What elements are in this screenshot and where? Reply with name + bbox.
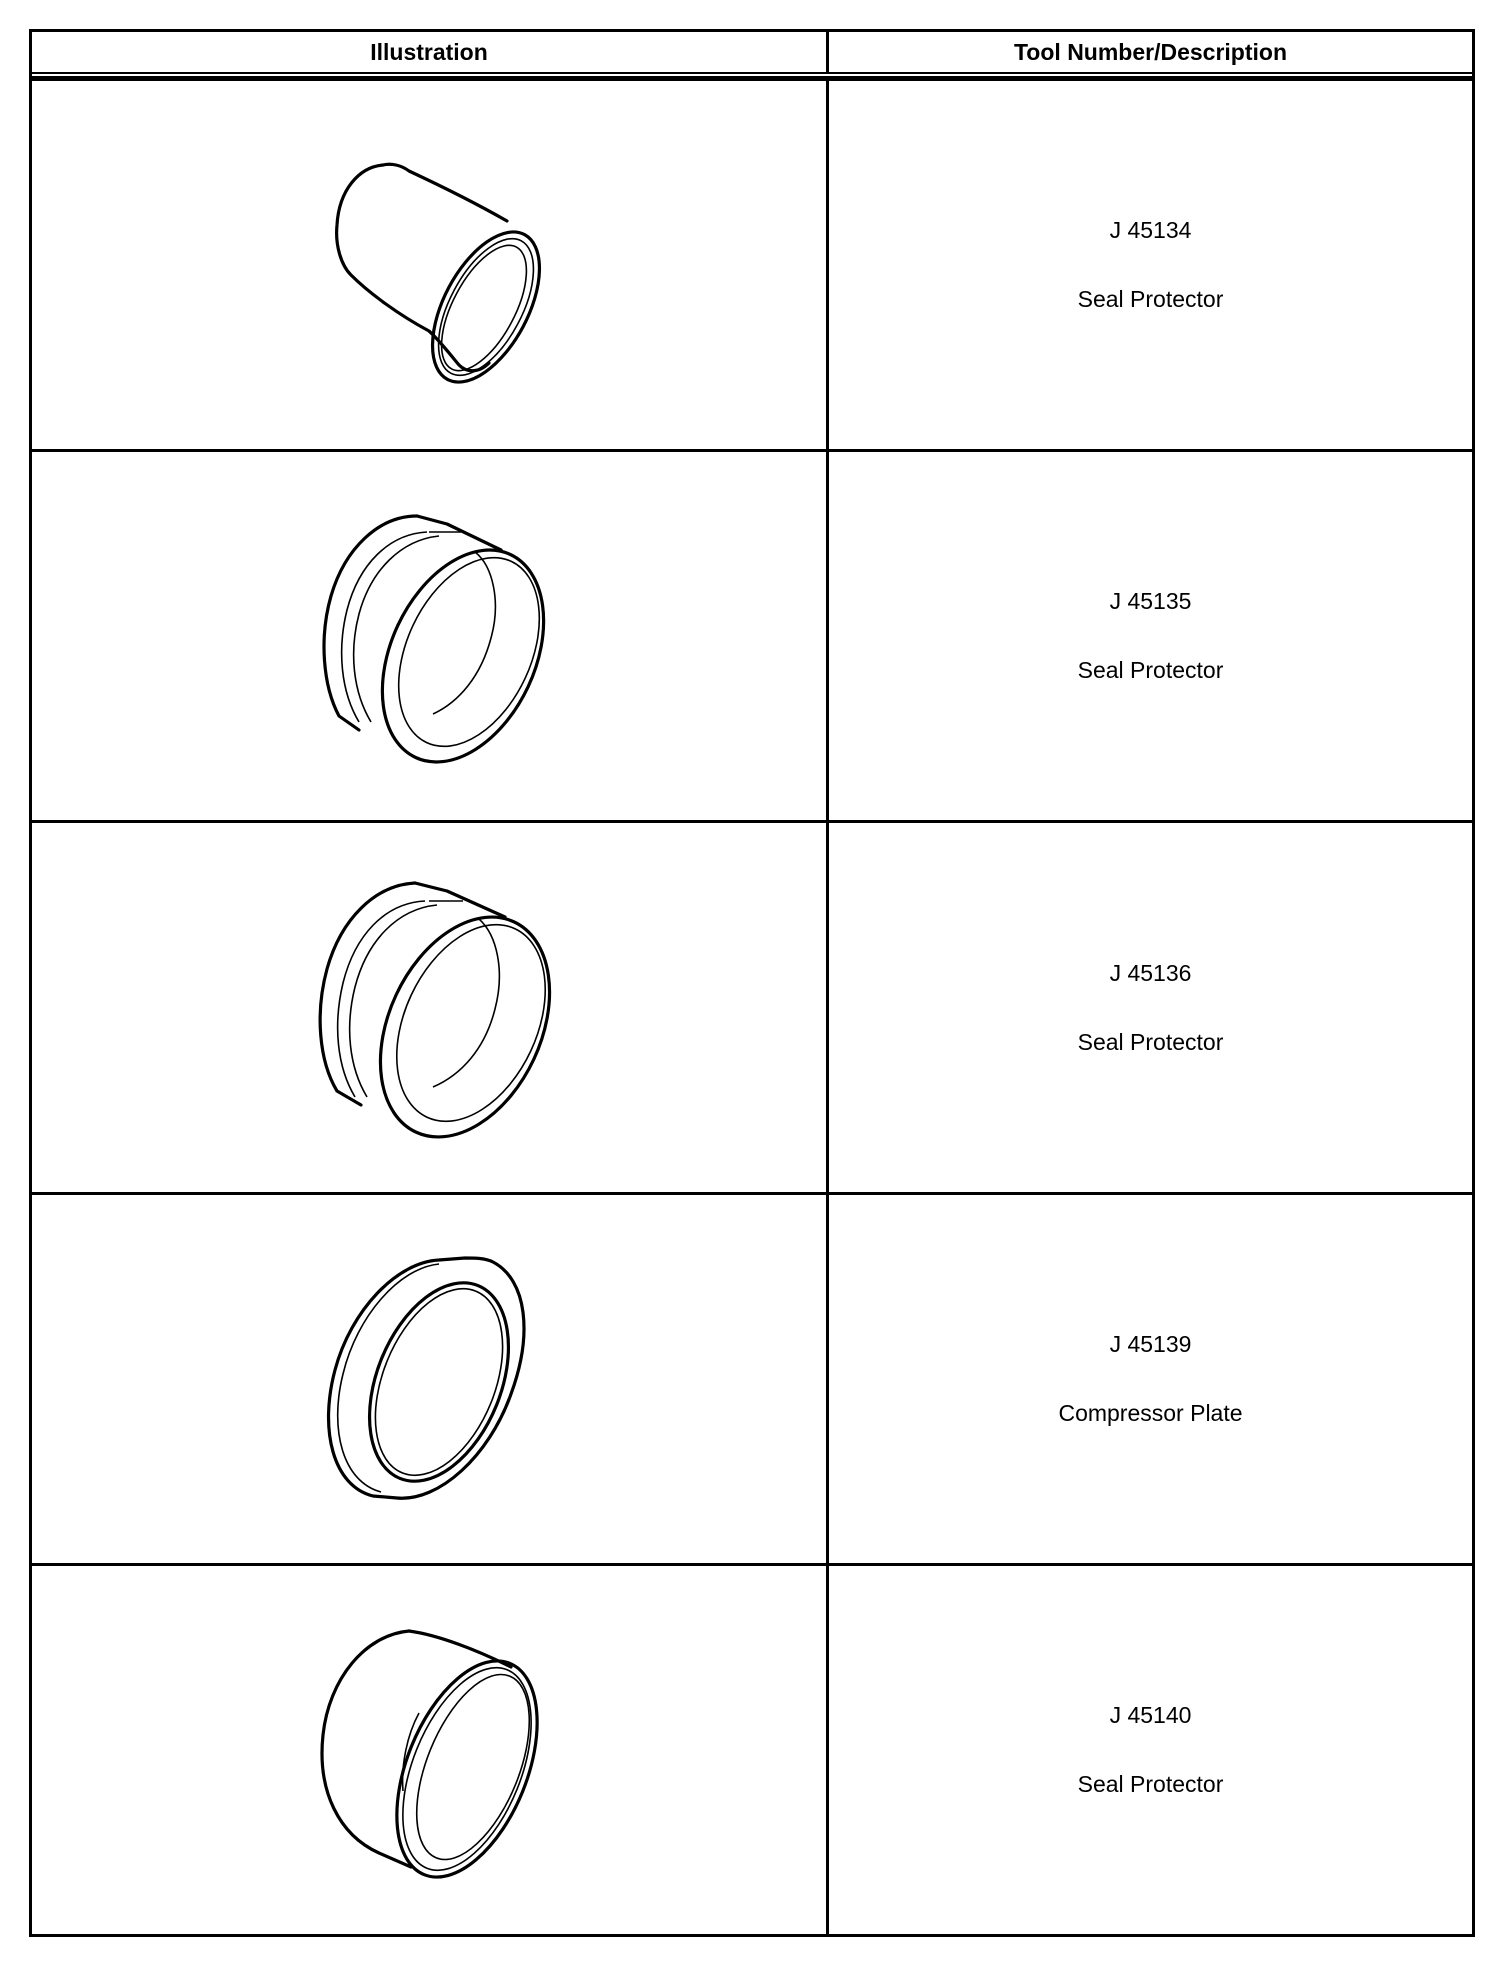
table-header-row: [32, 32, 1472, 78]
tool-number: J 45139: [1109, 1330, 1192, 1357]
tool-description-cell: [829, 1195, 1472, 1563]
tool-description: Compressor Plate: [1058, 1399, 1243, 1426]
tool-description: Seal Protector: [1077, 1028, 1224, 1055]
tool-description: Seal Protector: [1077, 657, 1224, 684]
tool-description: Seal Protector: [1077, 286, 1224, 313]
tool-table: [29, 29, 1475, 1937]
tool-description-cell: [829, 1566, 1472, 1934]
table-row: [32, 820, 1472, 1191]
seal-protector-tapered-sleeve-icon: [279, 125, 579, 405]
table-row: [32, 449, 1472, 820]
tool-number: J 45140: [1109, 1701, 1192, 1728]
tool-number: J 45134: [1109, 217, 1192, 244]
tool-number: J 45136: [1109, 959, 1192, 986]
tool-description-cell: [829, 81, 1472, 449]
tool-column-header: Tool Number/Description: [1013, 38, 1288, 65]
illustration-cell: [32, 823, 829, 1191]
tool-number: J 45135: [1109, 588, 1192, 615]
seal-protector-cup-icon: [279, 1595, 579, 1905]
tool-description: Seal Protector: [1077, 1770, 1224, 1797]
seal-protector-stepped-ring-icon: [279, 486, 579, 786]
illustration-cell: [32, 1195, 829, 1563]
illustration-cell: [32, 81, 829, 449]
illustration-cell: [32, 452, 829, 820]
seal-protector-stepped-ring-icon: [279, 853, 579, 1163]
tool-description-cell: [829, 823, 1472, 1191]
illustration-column-header: Illustration: [32, 32, 829, 72]
tool-description-cell: [829, 452, 1472, 820]
illustration-cell: [32, 1566, 829, 1934]
table-row: [32, 1563, 1472, 1934]
table-row: [32, 78, 1472, 449]
table-row: [32, 1192, 1472, 1563]
compressor-plate-ring-icon: [289, 1224, 569, 1534]
